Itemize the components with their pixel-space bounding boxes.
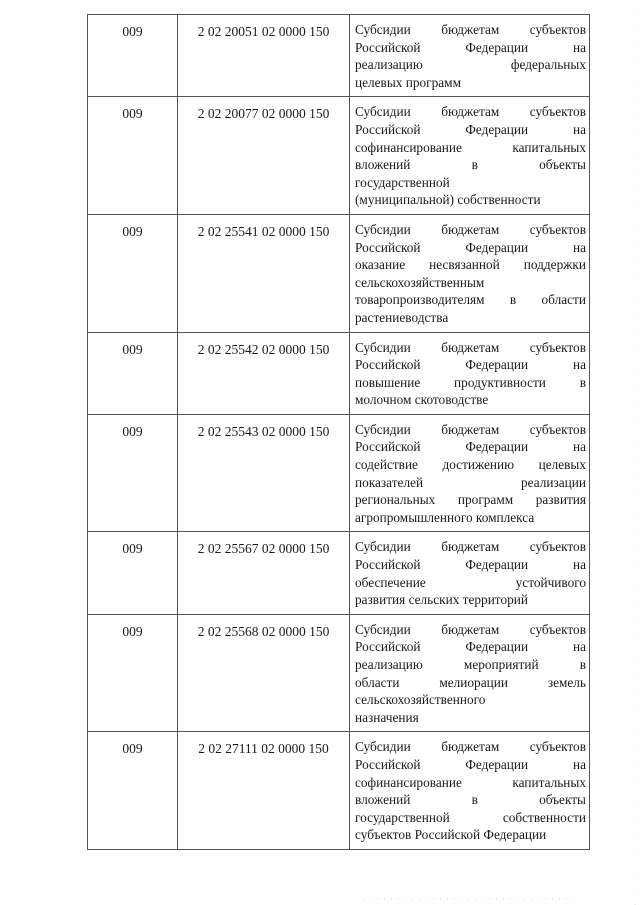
description-line: содействие достижению целевых xyxy=(355,457,586,473)
table-row xyxy=(88,532,590,614)
description-line: Субсидии бюджетам субъектов xyxy=(355,22,586,37)
description-line: Субсидии бюджетам субъектов xyxy=(355,621,586,637)
admin-code-cell: 009 xyxy=(88,97,178,215)
budget-code-cell: 2 02 25543 02 0000 150 xyxy=(178,414,350,532)
description-line: назначения xyxy=(355,709,419,725)
admin-code-cell: 009 xyxy=(88,214,178,332)
description-line: реализацию мероприятий в xyxy=(355,657,586,672)
budget-code-cell: 2 02 25541 02 0000 150 xyxy=(178,214,350,332)
description-line: развития сельских территорий xyxy=(355,592,528,608)
table-body xyxy=(88,15,590,850)
admin-code-cell: 009 xyxy=(88,414,178,532)
description-line: области мелиорации земель xyxy=(355,674,586,690)
description-line: региональных программ развития xyxy=(355,492,586,508)
description-line: реализацию федеральных xyxy=(355,57,586,73)
description-line: показателей реализации xyxy=(355,474,586,490)
description-line: вложений в объекты xyxy=(355,157,586,173)
budget-code-cell: 2 02 25567 02 0000 150 xyxy=(178,532,350,614)
table-row xyxy=(88,732,590,850)
budget-code-cell: 2 02 25542 02 0000 150 xyxy=(178,332,350,414)
description-cell xyxy=(350,532,590,614)
description-line: Субсидии бюджетам субъектов xyxy=(355,739,586,755)
budget-code-cell: 2 02 27111 02 0000 150 xyxy=(178,732,350,850)
table-row xyxy=(88,15,590,97)
description-cell xyxy=(350,15,590,97)
description-line: Российской Федерации на xyxy=(355,121,586,137)
description-line: сельскохозяйственным xyxy=(355,274,485,290)
description-line: целевых программ xyxy=(355,74,461,90)
table-row xyxy=(88,332,590,414)
description-cell xyxy=(350,332,590,414)
description-line: Российской Федерации на xyxy=(355,357,586,373)
description-line: вложений в объекты xyxy=(355,792,586,808)
description-line: Российской Федерации на xyxy=(355,239,586,255)
description-line: агропромышленного комплекса xyxy=(355,509,535,525)
description-line: Российской Федерации на xyxy=(355,756,586,772)
scan-noise-edge xyxy=(634,0,636,905)
table-row xyxy=(88,414,590,532)
description-cell xyxy=(350,97,590,215)
admin-code-cell: 009 xyxy=(88,332,178,414)
scan-noise-bottom xyxy=(360,898,580,900)
description-line: повышение продуктивности в xyxy=(355,374,586,390)
admin-code-cell: 009 xyxy=(88,15,178,97)
description-line: софинансирование капитальных xyxy=(355,774,586,790)
description-line: государственной собственности xyxy=(355,809,586,825)
admin-code-cell: 009 xyxy=(88,732,178,850)
description-line: субъектов Российской Федерации xyxy=(355,827,547,843)
description-line: Субсидии бюджетам субъектов xyxy=(355,421,586,437)
table-row xyxy=(88,614,590,732)
description-line: оказание несвязанной поддержки xyxy=(355,257,586,273)
admin-code-cell: 009 xyxy=(88,614,178,732)
description-line: молочном скотоводстве xyxy=(355,392,489,408)
description-line: Субсидии бюджетам субъектов xyxy=(355,339,586,355)
description-cell xyxy=(350,732,590,850)
description-line: государственной xyxy=(355,174,450,190)
description-line: товаропроизводителям в области xyxy=(355,292,586,308)
description-line: сельскохозяйственного xyxy=(355,692,486,708)
table-row xyxy=(88,214,590,332)
description-line: Субсидии бюджетам субъектов xyxy=(355,104,586,120)
budget-codes-table xyxy=(87,14,590,850)
description-line: Российской Федерации на xyxy=(355,557,586,573)
description-line: Субсидии бюджетам субъектов xyxy=(355,221,586,237)
description-line: Субсидии бюджетам субъектов xyxy=(355,539,586,555)
description-cell xyxy=(350,614,590,732)
budget-code-cell: 2 02 20051 02 0000 150 xyxy=(178,15,350,97)
budget-code-cell: 2 02 20077 02 0000 150 xyxy=(178,97,350,215)
budget-code-cell: 2 02 25568 02 0000 150 xyxy=(178,614,350,732)
description-cell xyxy=(350,414,590,532)
description-cell xyxy=(350,214,590,332)
admin-code-cell: 009 xyxy=(88,532,178,614)
table-row xyxy=(88,97,590,215)
description-line: софинансирование капитальных xyxy=(355,139,586,155)
description-line: Российской Федерации на xyxy=(355,439,586,455)
description-line: растениеводства xyxy=(355,309,449,325)
description-line: (муниципальной) собственности xyxy=(355,192,541,208)
description-line: Российской Федерации на xyxy=(355,39,586,55)
description-line: обеспечение устойчивого xyxy=(355,574,586,590)
description-line: Российской Федерации на xyxy=(355,639,586,655)
